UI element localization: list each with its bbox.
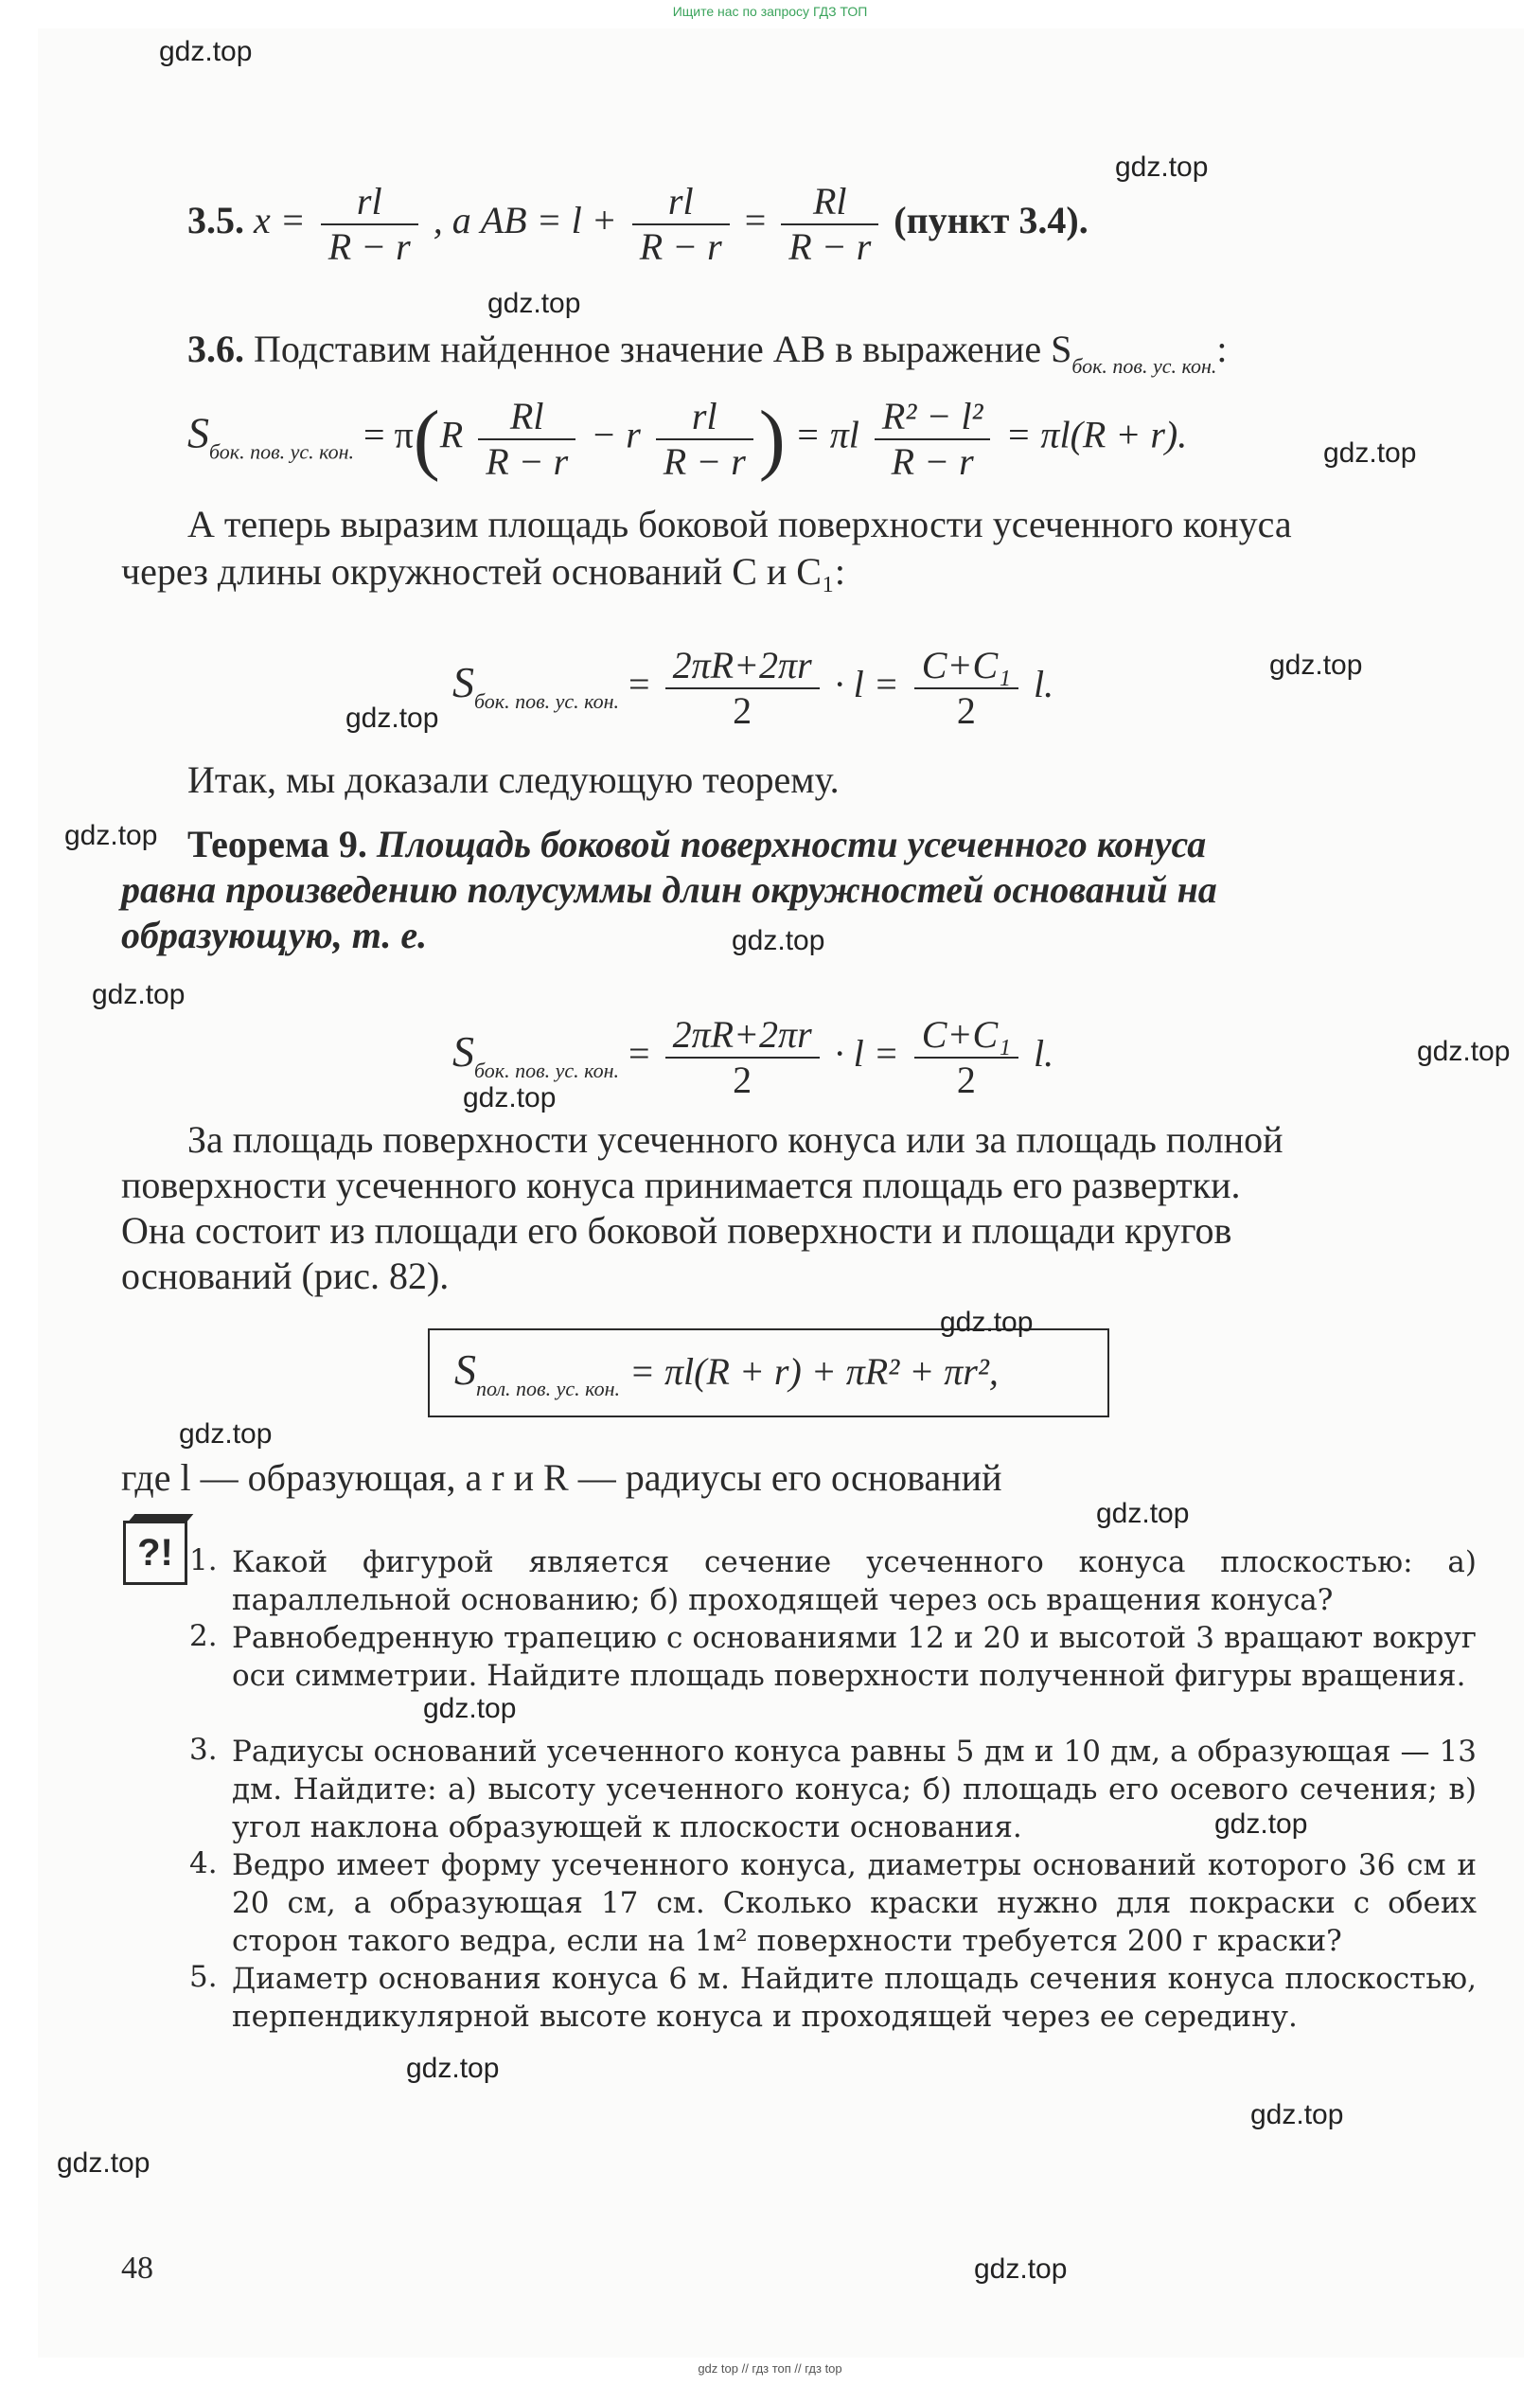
bottom-banner[interactable]: gdz top // гдз топ // гдз top [698,2361,842,2376]
watermark-link[interactable]: gdz.top [1115,151,1209,183]
fraction: $\frac{Rl}{R - r}$ [478,395,575,484]
section-number: 3.5. [187,199,244,242]
question-text: Диаметр основания конуса 6 м. Найдите площадь сечения конуса плоскостью, перпендикулярной высоте конуса и проходящей через ее середину. [232,1962,1477,2034]
paragraph-line: через длины окружностей оснований C и C₁: [121,550,846,593]
fraction: $\frac{rl}{R - r}$ [656,395,753,484]
fraction: $\frac{2\pi R+2\pi r}{2}$ [665,644,820,733]
paragraph-line: За площадь поверхности усеченного конуса или за площадь полной [187,1118,1283,1161]
fraction: $\frac{rl}{R - r}$ [632,180,730,269]
watermark-link[interactable]: gdz.top [64,820,158,851]
expr-x: x = [254,199,306,242]
question-number: 5. [189,1960,218,1994]
page-number: 48 [121,2251,153,2286]
paragraph-line: А теперь выразим площадь боковой поверхности усеченного конуса [187,503,1292,545]
fraction: $\frac{2\pi R+2\pi r}{2}$ [665,1013,820,1102]
fraction: $\frac{\text{R² − l²}}{R - r}$ [875,395,991,484]
watermark-link[interactable]: gdz.top [1417,1036,1511,1067]
section-number: 3.6. [187,328,244,370]
section-3-5 [187,180,1089,269]
watermark-link[interactable]: gdz.top [1096,1498,1190,1529]
question-text: Равнобедренную трапецию с основаниями 12 и 20 и высотой 3 вращают вокруг оси симметрии. Найдите площадь поверхности полученной фигуры вращения. [232,1621,1477,1693]
watermark-link[interactable]: gdz.top [1323,437,1417,469]
watermark-link[interactable]: gdz.top [345,703,439,734]
question-number: 3. [189,1733,218,1767]
question-number: 1. [189,1543,218,1577]
equals: = [744,199,767,242]
paragraph-line: Итак, мы доказали следующую теорему. [187,758,840,801]
watermark-link[interactable]: gdz.top [487,288,581,319]
watermark-link[interactable]: gdz.top [1250,2099,1344,2130]
watermark-link[interactable]: gdz.top [1269,650,1363,681]
paragraph-line: Она состоит из площади его боковой поверхности и площади кругов [121,1209,1232,1252]
theorem [187,822,1206,866]
fraction: $\frac{Rl}{R - r}$ [781,180,878,269]
formula-circumference: $S_{бок. пов. ус. кон.}$ = $\frac{2\pi R+2\pi r}{2}$ · l = $\frac{\text{C+C₁}}{2}$ l. [452,644,1054,732]
paragraph-line: где l — образующая, а r и R — радиусы его оснований [121,1456,1002,1499]
theorem-text: Площадь боковой поверхности усеченного конуса [376,823,1207,865]
watermark-link[interactable]: gdz.top [732,925,825,956]
fraction: $\frac{\text{C+C₁}}{2}$ [914,644,1018,733]
fraction: $\frac{rl}{R - r}$ [321,180,418,269]
subscript: бок. пов. ус. кон. [1071,354,1217,378]
theorem-label: Теорема 9. [187,823,367,865]
watermark-link[interactable]: gdz.top [974,2253,1068,2285]
paragraph-line: поверхности усеченного конуса принимается площадь его развертки. [121,1164,1241,1206]
watermark-link[interactable]: gdz.top [92,979,186,1010]
question-icon: ?! [123,1521,187,1585]
watermark-link[interactable]: gdz.top [1214,1808,1308,1840]
question-number: 2. [189,1619,218,1653]
formula-lateral-area: $S_{бок. пов. ус. кон.} = \pi(R$ $\frac{Rl}{R - r}$ − r $\frac{rl}{R - r}$ ) = πl $\frac{\text{R² − l²}}{R - r}$ = πl(R + r). [187,394,1188,483]
theorem-text: равна произведению полусуммы длин окружностей оснований на [121,868,1217,911]
watermark-link[interactable]: gdz.top [57,2147,150,2179]
formula-theorem: $S_{бок. пов. ус. кон.}$ = $\frac{2\pi R+2\pi r}{2}$ · l = $\frac{\text{C+C₁}}{2}$ l. [452,1013,1054,1101]
reference: (пункт 3.4). [894,199,1089,242]
watermark-link[interactable]: gdz.top [159,36,253,67]
question-text: Какой фигурой является сечение усеченного конуса плоскостью: а) параллельной основанию; б) проходящей через ось вращения конуса? [232,1545,1477,1617]
expr-ab: , а AB = l + [433,199,617,242]
paragraph-line: оснований (рис. 82). [121,1255,450,1297]
theorem-text: образующую, т. е. [121,914,428,956]
question-text: Ведро имеет форму усеченного конуса, диаметры оснований которого 36 см и 20 см, а образующая 17 см. Сколько краски нужно для покраски с обеих сторон такого ведра, если на 1м² поверхности требуется 200 г краски? [232,1848,1477,1958]
formula-full-area: $S_{пол. пов. ус. кон.} = \pi l(R + r) + \pi R^2 + \pi r^2$, [454,1345,999,1400]
question-number: 4. [189,1846,218,1880]
fraction: $\frac{\text{C+C₁}}{2}$ [914,1013,1018,1102]
watermark-link[interactable]: gdz.top [423,1693,517,1724]
section-text: Подставим найденное значение AB в выражение S [254,328,1072,370]
watermark-link[interactable]: gdz.top [179,1418,273,1450]
question-text: Радиусы оснований усеченного конуса равны 5 дм и 10 дм, а образующая — 13 дм. Найдите: а) высоту усеченного конуса; б) площадь его осевого сечения; в) угол наклона образующей к плоскости основания. [232,1735,1477,1844]
watermark-link[interactable]: gdz.top [940,1307,1034,1338]
section-3-6: 3.6. Подставим найденное значение AB в выражение $S_{бок. пов. ус. кон.}$: [187,328,1228,378]
top-banner[interactable]: Ищите нас по запросу ГДЗ ТОП [672,4,868,19]
watermark-link[interactable]: gdz.top [406,2053,500,2084]
watermark-link[interactable]: gdz.top [463,1082,557,1113]
